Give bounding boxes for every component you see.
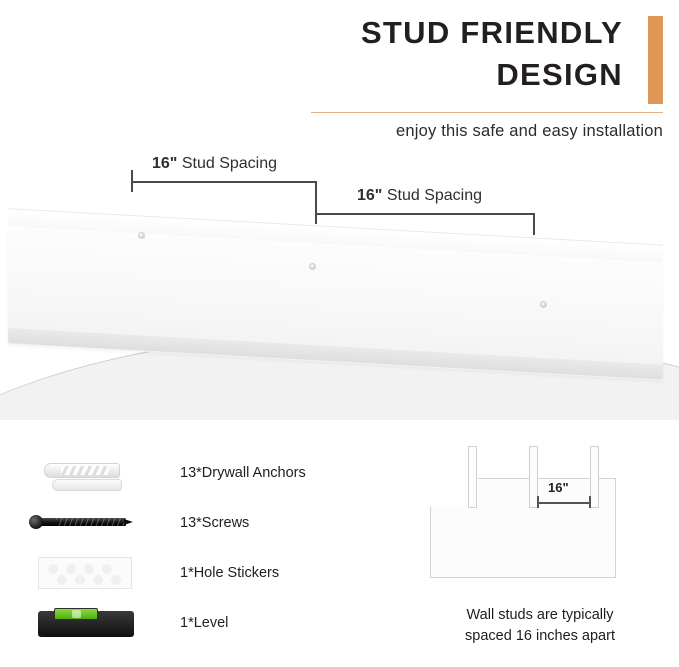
shelf-screw-hole-1 xyxy=(138,232,145,239)
dimension-line-1 xyxy=(131,181,317,183)
part-row xyxy=(30,548,410,598)
dimension-label-2 xyxy=(357,187,482,205)
dimension-cap-right-1 xyxy=(315,181,317,203)
dimension-text-2: Stud Spacing xyxy=(382,187,483,204)
hero-title-line-1: STUD FRIENDLY xyxy=(360,15,623,50)
wall-cutaway-shape xyxy=(430,478,616,578)
stud-caption-line-2: spaced 16 inches apart xyxy=(465,628,615,645)
hero-subtitle: enjoy this safe and easy installation xyxy=(396,122,663,140)
hero-title-block xyxy=(241,12,661,96)
shelf-screw-hole-3 xyxy=(540,301,547,308)
dimension-measure-2: 16" xyxy=(357,187,383,204)
stud-diagram-caption xyxy=(424,605,656,647)
floating-shelf-illustration xyxy=(8,208,668,368)
screw-icon xyxy=(30,501,138,545)
dimension-text-1: Stud Spacing xyxy=(177,155,278,172)
level-icon xyxy=(30,601,138,645)
part-label: 13*Drywall Anchors xyxy=(180,465,306,481)
part-row xyxy=(30,598,410,648)
hole-sticker-icon xyxy=(30,551,138,595)
part-label: 13*Screws xyxy=(180,515,250,531)
divider-rule xyxy=(311,112,663,113)
part-label: 1*Level xyxy=(180,615,229,631)
part-label: 1*Hole Stickers xyxy=(180,565,280,581)
hero-title-line-2: DESIGN xyxy=(496,56,623,92)
wall-stud xyxy=(468,446,477,508)
drywall-anchor-icon xyxy=(30,451,138,495)
part-row xyxy=(30,448,410,498)
shelf-screw-hole-2 xyxy=(309,263,316,270)
dimension-label-1 xyxy=(152,155,277,173)
stud-dimension-cap-right xyxy=(589,496,591,508)
dimension-measure-1: 16" xyxy=(152,155,178,172)
stud-caption-line-1: Wall studs are typically xyxy=(466,607,614,623)
wall-stud-diagram xyxy=(424,440,656,645)
included-parts-list xyxy=(30,448,410,648)
stud-dimension-line xyxy=(538,502,590,504)
wall-stud xyxy=(590,446,599,508)
stud-dimension-label: 16" xyxy=(548,480,569,495)
part-row xyxy=(30,498,410,548)
